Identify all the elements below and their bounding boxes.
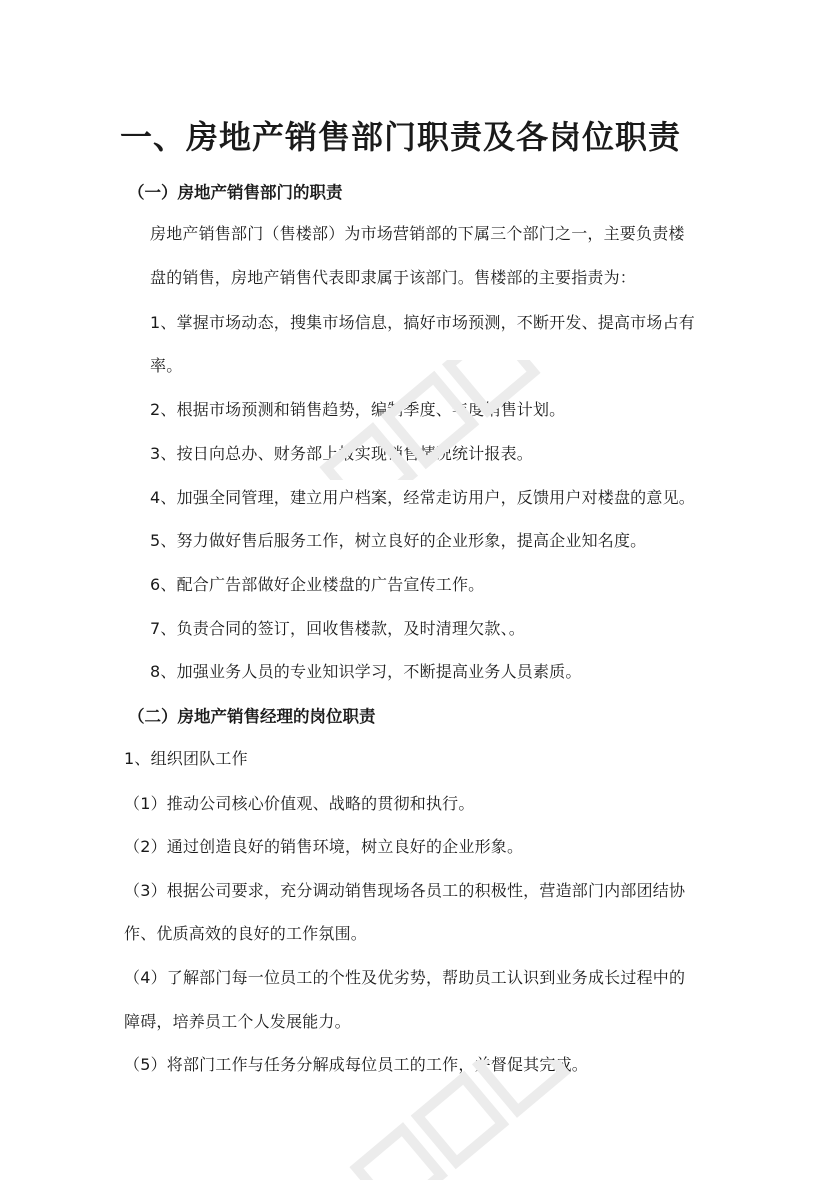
- section-heading-1: （一）房地产销售部门的职责: [128, 183, 343, 202]
- list-item: （3）根据公司要求，充分调动销售现场各员工的积极性，营造部门内部团结协: [124, 881, 686, 900]
- list-item: 8、加强业务人员的专业知识学习，不断提高业务人员素质。: [150, 662, 582, 681]
- list-item: 5、努力做好售后服务工作，树立良好的企业形象，提高企业知名度。: [150, 531, 647, 550]
- list-item: （1）推动公司核心价值观、战略的贯彻和执行。: [124, 794, 475, 813]
- list-item: 2、根据市场预测和销售趋势，编制季度、年度销售计划。: [150, 400, 566, 419]
- list-item: 1、掌握市场动态，搜集市场信息，搞好市场预测，不断开发、提高市场占有: [150, 313, 695, 332]
- sub-heading: 1、组织团队工作: [124, 749, 248, 768]
- list-item: 3、按日向总办、财务部上报实现销售情况统计报表。: [150, 444, 533, 463]
- list-item: （5）将部门工作与任务分解成每位员工的工作，并督促其完成。: [124, 1055, 588, 1074]
- list-item-continuation: 作、优质高效的良好的工作氛围。: [124, 924, 368, 943]
- page-title: 一、房地产销售部门职责及各岗位职责: [120, 118, 682, 156]
- list-item: 6、配合广告部做好企业楼盘的广告宣传工作。: [150, 575, 485, 594]
- list-item: （2）通过创造良好的销售环境，树立良好的企业形象。: [124, 837, 524, 856]
- paragraph-line: 房地产销售部门（售楼部）为市场营销部的下属三个部门之一，主要负责楼: [150, 224, 685, 243]
- list-item: 7、负责合同的签订，回收售楼款，及时清理欠款、。: [150, 619, 525, 638]
- list-item-continuation: 率。: [150, 356, 183, 375]
- list-item: 4、加强全同管理，建立用户档案，经常走访用户，反馈用户对楼盘的意见。: [150, 488, 695, 507]
- list-item-continuation: 障碍，培养员工个人发展能力。: [124, 1012, 351, 1031]
- paragraph-line: 盘的销售，房地产销售代表即隶属于该部门。售楼部的主要指责为：: [150, 268, 637, 287]
- list-item: （4）了解部门每一位员工的个性及优劣势，帮助员工认识到业务成长过程中的: [124, 968, 686, 987]
- section-heading-2: （二）房地产销售经理的岗位职责: [128, 707, 376, 726]
